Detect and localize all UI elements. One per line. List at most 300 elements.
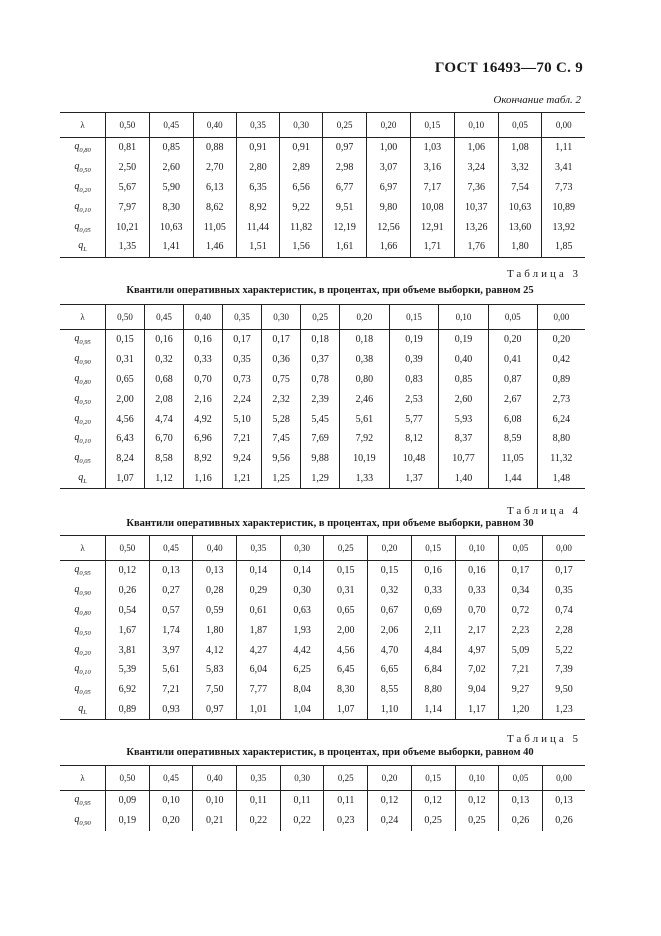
table-cell: 0,31 — [106, 350, 145, 370]
table-cell: 0,61 — [237, 601, 281, 621]
table-cell: 0,68 — [145, 370, 184, 390]
column-header: 0,10 — [455, 536, 499, 561]
quantile-subscript: 0,20 — [79, 418, 91, 426]
table-cell: 0,73 — [223, 370, 262, 390]
table-cell: 4,74 — [145, 409, 184, 429]
table-cell: 3,97 — [149, 640, 193, 660]
column-header: 0,20 — [368, 536, 412, 561]
table-cell: 1,10 — [368, 700, 412, 720]
quantile-subscript: 0,95 — [79, 570, 91, 578]
table-cell: 3,07 — [367, 158, 411, 178]
table-row — [60, 811, 585, 831]
table-cell: 1,25 — [262, 469, 301, 489]
quantile-symbol: q — [74, 663, 80, 675]
table-cell: 8,37 — [439, 429, 489, 449]
row-label — [60, 389, 106, 409]
table-cell: 0,13 — [149, 561, 193, 581]
table-cell: 1,93 — [280, 620, 324, 640]
table-cell: 7,54 — [498, 178, 542, 198]
table-cell: 0,19 — [439, 330, 489, 350]
quantile-symbol: q — [74, 794, 80, 806]
table-row — [60, 640, 585, 660]
table-cell: 6,65 — [368, 660, 412, 680]
column-header: 0,00 — [542, 766, 585, 791]
table-cell: 0,39 — [389, 350, 439, 370]
table-cell: 4,27 — [237, 640, 281, 660]
table-cell: 0,87 — [488, 370, 537, 390]
table-row — [60, 429, 585, 449]
table-cell: 0,33 — [455, 581, 499, 601]
quantile-subscript: L — [83, 246, 87, 254]
table-cell: 1,14 — [411, 700, 455, 720]
table-row — [60, 601, 585, 621]
table-cell: 10,63 — [149, 217, 193, 237]
table-cell: 0,65 — [324, 601, 368, 621]
table-cell: 0,65 — [106, 370, 145, 390]
column-header: 0,20 — [340, 305, 390, 330]
table-cell: 2,80 — [236, 158, 279, 178]
table-cell: 0,12 — [368, 791, 412, 811]
table-row — [60, 138, 585, 158]
table-cell: 0,33 — [411, 581, 455, 601]
table-cell: 1,85 — [542, 237, 585, 257]
quantile-subscript: 0,10 — [79, 669, 91, 677]
table-cell: 1,87 — [237, 620, 281, 640]
column-header: 0,50 — [106, 766, 150, 791]
table-cell: 0,11 — [237, 791, 281, 811]
table-row — [60, 370, 585, 390]
table-cell: 1,41 — [149, 237, 193, 257]
table-cell: 3,81 — [106, 640, 150, 660]
table-cell: 5,39 — [106, 660, 150, 680]
table-cell: 11,44 — [236, 217, 279, 237]
table-cell: 2,67 — [488, 389, 537, 409]
table-cell: 0,70 — [455, 601, 499, 621]
quantile-subscript: 0,95 — [79, 339, 91, 347]
column-header: 0,35 — [237, 536, 281, 561]
table-cell: 9,24 — [223, 449, 262, 469]
column-header: 0,15 — [411, 536, 455, 561]
table-cell: 3,32 — [498, 158, 542, 178]
table-cell: 12,56 — [367, 217, 411, 237]
table-cell: 5,90 — [149, 178, 193, 198]
table-cell: 2,23 — [499, 620, 543, 640]
column-header: 0,10 — [439, 305, 489, 330]
table-cell: 0,14 — [280, 561, 324, 581]
table-cell: 0,85 — [439, 370, 489, 390]
table-cell: 10,08 — [410, 197, 454, 217]
table-cell: 0,28 — [193, 581, 237, 601]
table-cell: 0,35 — [223, 350, 262, 370]
quantile-subscript: 0,20 — [79, 186, 91, 194]
row-label — [60, 601, 106, 621]
table-cell: 0,69 — [411, 601, 455, 621]
table-cell: 6,13 — [193, 178, 236, 198]
column-header: 0,05 — [499, 766, 543, 791]
table-cell: 2,50 — [106, 158, 150, 178]
table-cell: 0,74 — [542, 601, 585, 621]
quantile-subscript: 0,80 — [79, 609, 91, 617]
table-cell: 0,97 — [193, 700, 237, 720]
table-cell: 1,37 — [389, 469, 439, 489]
quantile-subscript: 0,80 — [79, 147, 91, 155]
table-cell: 1,74 — [149, 620, 193, 640]
table-cell: 2,06 — [368, 620, 412, 640]
table-cell: 4,42 — [280, 640, 324, 660]
row-label — [60, 680, 106, 700]
table-row — [60, 197, 585, 217]
table-cell: 1,40 — [439, 469, 489, 489]
table-cell: 0,17 — [262, 330, 301, 350]
column-header: 0,40 — [193, 113, 236, 138]
column-header: 0,30 — [262, 305, 301, 330]
column-header: 0,10 — [455, 766, 499, 791]
table-4-label: Таблица 4 — [506, 505, 581, 517]
lambda-header: λ — [60, 113, 106, 138]
quantile-symbol: q — [74, 623, 80, 635]
quantile-subscript: 0,90 — [79, 359, 91, 367]
table-cell: 2,46 — [340, 389, 390, 409]
quantile-subscript: 0,50 — [79, 629, 91, 637]
column-header: 0,15 — [410, 113, 454, 138]
table-cell: 0,16 — [145, 330, 184, 350]
table-5-title: Квантили оперативных характеристик, в процентах, при объеме выборки, равном 40 — [126, 747, 534, 758]
table-cell: 1,33 — [340, 469, 390, 489]
table-cell: 7,97 — [106, 197, 150, 217]
table-cell: 0,42 — [537, 350, 585, 370]
quantile-symbol: q — [74, 372, 80, 384]
column-header: 0,00 — [542, 536, 585, 561]
column-header: 0,05 — [488, 305, 537, 330]
quantile-symbol: q — [74, 200, 80, 212]
quantile-subscript: 0,90 — [79, 820, 91, 828]
quantile-subscript: 0,90 — [79, 590, 91, 598]
table-row — [60, 178, 585, 198]
table-cell: 0,91 — [236, 138, 279, 158]
table-cell: 1,12 — [145, 469, 184, 489]
quantile-subscript: 0,80 — [79, 378, 91, 386]
table-cell: 0,11 — [280, 791, 324, 811]
table-cell: 4,84 — [411, 640, 455, 660]
column-header: 0,25 — [301, 305, 340, 330]
table-cell: 8,24 — [106, 449, 145, 469]
table-cell: 0,14 — [237, 561, 281, 581]
table-row — [60, 158, 585, 178]
table-cell: 0,25 — [411, 811, 455, 831]
table-cell: 1,04 — [280, 700, 324, 720]
table-cell: 0,57 — [149, 601, 193, 621]
row-label — [60, 660, 106, 680]
table-cell: 2,00 — [106, 389, 145, 409]
table-cell: 0,26 — [542, 811, 585, 831]
row-label — [60, 449, 106, 469]
table-3-label: Таблица 3 — [506, 268, 581, 280]
column-header: 0,25 — [324, 536, 368, 561]
table-cell: 10,89 — [542, 197, 585, 217]
table-4 — [60, 535, 585, 720]
table-cell: 0,26 — [499, 811, 543, 831]
quantile-symbol: q — [78, 702, 84, 714]
table-cell: 1,67 — [106, 620, 150, 640]
column-header: 0,10 — [454, 113, 498, 138]
column-header: 0,00 — [537, 305, 585, 330]
quantile-symbol: q — [74, 603, 80, 615]
lambda-header: λ — [60, 305, 106, 330]
table-cell: 8,55 — [368, 680, 412, 700]
table-cell: 0,75 — [262, 370, 301, 390]
table-cell: 7,45 — [262, 429, 301, 449]
quantile-subscript: 0,95 — [79, 800, 91, 808]
table-cell: 1,51 — [236, 237, 279, 257]
table-cell: 6,35 — [236, 178, 279, 198]
table-cell: 0,25 — [455, 811, 499, 831]
table-cell: 9,50 — [542, 680, 585, 700]
table-row — [60, 330, 585, 350]
table-cell: 0,59 — [193, 601, 237, 621]
table-cell: 2,53 — [389, 389, 439, 409]
table-cell: 0,20 — [537, 330, 585, 350]
row-label — [60, 237, 106, 257]
table-cell: 1,71 — [410, 237, 454, 257]
table-cell: 0,13 — [542, 791, 585, 811]
table-cell: 0,23 — [324, 811, 368, 831]
column-header: 0,20 — [368, 766, 412, 791]
column-header: 0,30 — [280, 536, 324, 561]
table-cell: 5,77 — [389, 409, 439, 429]
table-cell: 1,20 — [499, 700, 543, 720]
table-cell: 0,35 — [542, 581, 585, 601]
table-row — [60, 389, 585, 409]
table-cell: 1,61 — [323, 237, 367, 257]
table-cell: 8,80 — [411, 680, 455, 700]
row-label — [60, 700, 106, 720]
table-cell: 0,16 — [455, 561, 499, 581]
table-cell: 0,72 — [499, 601, 543, 621]
table-cell: 8,58 — [145, 449, 184, 469]
quantile-symbol: q — [74, 643, 80, 655]
table-row — [60, 217, 585, 237]
table-cell: 2,11 — [411, 620, 455, 640]
table-cell: 7,21 — [499, 660, 543, 680]
row-label — [60, 178, 106, 198]
table-5 — [60, 765, 585, 831]
quantile-symbol: q — [74, 452, 80, 464]
table-cell: 1,03 — [410, 138, 454, 158]
table-cell: 2,28 — [542, 620, 585, 640]
quantile-subscript: 0,20 — [79, 649, 91, 657]
row-label — [60, 640, 106, 660]
row-label — [60, 581, 106, 601]
table-cell: 6,24 — [537, 409, 585, 429]
column-header: 0,00 — [542, 113, 585, 138]
table-cell: 8,12 — [389, 429, 439, 449]
table-cell: 13,26 — [454, 217, 498, 237]
table-cell: 0,89 — [537, 370, 585, 390]
table-cell: 12,91 — [410, 217, 454, 237]
table-3 — [60, 304, 585, 489]
table-cell: 9,22 — [280, 197, 323, 217]
table-header-row — [60, 305, 585, 330]
table-cell: 2,89 — [280, 158, 323, 178]
table-cell: 8,92 — [184, 449, 223, 469]
table-cell: 0,18 — [340, 330, 390, 350]
table-cell: 0,19 — [389, 330, 439, 350]
table-cell: 7,77 — [237, 680, 281, 700]
row-label — [60, 811, 106, 831]
table-cell: 0,15 — [324, 561, 368, 581]
table-cell: 1,46 — [193, 237, 236, 257]
table-cell: 0,16 — [411, 561, 455, 581]
table-cell: 0,11 — [324, 791, 368, 811]
table-cell: 1,16 — [184, 469, 223, 489]
quantile-subscript: 0,50 — [79, 398, 91, 406]
table-cell: 6,77 — [323, 178, 367, 198]
table-cell: 0,10 — [149, 791, 193, 811]
table-cell: 13,60 — [498, 217, 542, 237]
quantile-symbol: q — [74, 432, 80, 444]
table-cell: 5,93 — [439, 409, 489, 429]
table-cell: 2,24 — [223, 389, 262, 409]
quantile-subscript: 0,10 — [79, 438, 91, 446]
table-cell: 11,05 — [488, 449, 537, 469]
column-header: 0,25 — [324, 766, 368, 791]
table-header-row — [60, 766, 585, 791]
table-cell: 0,12 — [106, 561, 150, 581]
table-cell: 1,76 — [454, 237, 498, 257]
table-cell: 7,50 — [193, 680, 237, 700]
table-cell: 0,34 — [499, 581, 543, 601]
table-cell: 1,11 — [542, 138, 585, 158]
lambda-header: λ — [60, 766, 106, 791]
continuation-note: Окончание табл. 2 — [493, 94, 581, 106]
table-row — [60, 409, 585, 429]
table-cell: 0,13 — [193, 561, 237, 581]
table-cell: 8,92 — [236, 197, 279, 217]
quantile-symbol: q — [74, 814, 80, 826]
row-label — [60, 197, 106, 217]
table-cell: 5,61 — [340, 409, 390, 429]
table-cell: 6,84 — [411, 660, 455, 680]
table-cell: 1,66 — [367, 237, 411, 257]
table-cell: 5,22 — [542, 640, 585, 660]
table-cell: 0,27 — [149, 581, 193, 601]
table-cell: 0,89 — [106, 700, 150, 720]
table-cell: 1,00 — [367, 138, 411, 158]
table-cell: 8,04 — [280, 680, 324, 700]
table-cell: 2,60 — [149, 158, 193, 178]
column-header: 0,40 — [184, 305, 223, 330]
quantile-symbol: q — [74, 220, 80, 232]
table-cell: 7,17 — [410, 178, 454, 198]
table-cell: 0,19 — [106, 811, 150, 831]
table-cell: 1,07 — [324, 700, 368, 720]
quantile-subscript: 0,10 — [79, 206, 91, 214]
quantile-symbol: q — [74, 564, 80, 576]
table-cell: 0,41 — [488, 350, 537, 370]
table-cell: 6,45 — [324, 660, 368, 680]
table-cell: 5,61 — [149, 660, 193, 680]
table-row — [60, 561, 585, 581]
quantile-subscript: L — [83, 708, 87, 716]
table-cell: 7,36 — [454, 178, 498, 198]
table-cell: 1,07 — [106, 469, 145, 489]
table-cell: 0,97 — [323, 138, 367, 158]
table-cell: 0,24 — [368, 811, 412, 831]
table-cell: 0,40 — [439, 350, 489, 370]
table-cell: 1,29 — [301, 469, 340, 489]
table-cell: 2,98 — [323, 158, 367, 178]
table-cell: 0,30 — [280, 581, 324, 601]
table-cell: 0,31 — [324, 581, 368, 601]
row-label — [60, 158, 106, 178]
table-cell: 6,97 — [367, 178, 411, 198]
table-row — [60, 469, 585, 489]
column-header: 0,50 — [106, 305, 145, 330]
quantile-symbol: q — [74, 333, 80, 345]
table-cell: 0,91 — [280, 138, 323, 158]
table-cell: 0,18 — [301, 330, 340, 350]
table-cell: 0,32 — [368, 581, 412, 601]
table-2-end — [60, 112, 585, 258]
table-cell: 7,73 — [542, 178, 585, 198]
table-cell: 2,70 — [193, 158, 236, 178]
column-header: 0,45 — [149, 113, 193, 138]
table-cell: 10,19 — [340, 449, 390, 469]
column-header: 0,25 — [323, 113, 367, 138]
table-cell: 8,59 — [488, 429, 537, 449]
table-cell: 0,70 — [184, 370, 223, 390]
quantile-symbol: q — [74, 180, 80, 192]
table-cell: 0,85 — [149, 138, 193, 158]
row-label — [60, 561, 106, 581]
table-cell: 9,27 — [499, 680, 543, 700]
table-cell: 4,12 — [193, 640, 237, 660]
column-header: 0,40 — [193, 536, 237, 561]
table-cell: 1,23 — [542, 700, 585, 720]
table-row — [60, 700, 585, 720]
table-cell: 11,82 — [280, 217, 323, 237]
table-cell: 0,12 — [411, 791, 455, 811]
table-cell: 0,20 — [149, 811, 193, 831]
table-cell: 11,05 — [193, 217, 236, 237]
quantile-symbol: q — [74, 161, 80, 173]
table-cell: 10,63 — [498, 197, 542, 217]
table-cell: 0,33 — [184, 350, 223, 370]
table-cell: 4,97 — [455, 640, 499, 660]
table-cell: 6,43 — [106, 429, 145, 449]
table-cell: 2,08 — [145, 389, 184, 409]
table-cell: 6,96 — [184, 429, 223, 449]
table-cell: 1,01 — [237, 700, 281, 720]
table-cell: 1,06 — [454, 138, 498, 158]
table-cell: 1,44 — [488, 469, 537, 489]
table-cell: 1,17 — [455, 700, 499, 720]
table-cell: 0,54 — [106, 601, 150, 621]
column-header: 0,35 — [223, 305, 262, 330]
table-cell: 2,60 — [439, 389, 489, 409]
table-cell: 9,04 — [455, 680, 499, 700]
table-cell: 4,92 — [184, 409, 223, 429]
table-cell: 10,37 — [454, 197, 498, 217]
table-4-title: Квантили оперативных характеристик, в процентах, при объеме выборки, равном 30 — [126, 518, 534, 529]
table-row — [60, 791, 585, 811]
table-cell: 6,56 — [280, 178, 323, 198]
table-cell: 11,32 — [537, 449, 585, 469]
table-cell: 4,56 — [106, 409, 145, 429]
column-header: 0,35 — [236, 113, 279, 138]
table-cell: 6,70 — [145, 429, 184, 449]
table-cell: 0,80 — [340, 370, 390, 390]
